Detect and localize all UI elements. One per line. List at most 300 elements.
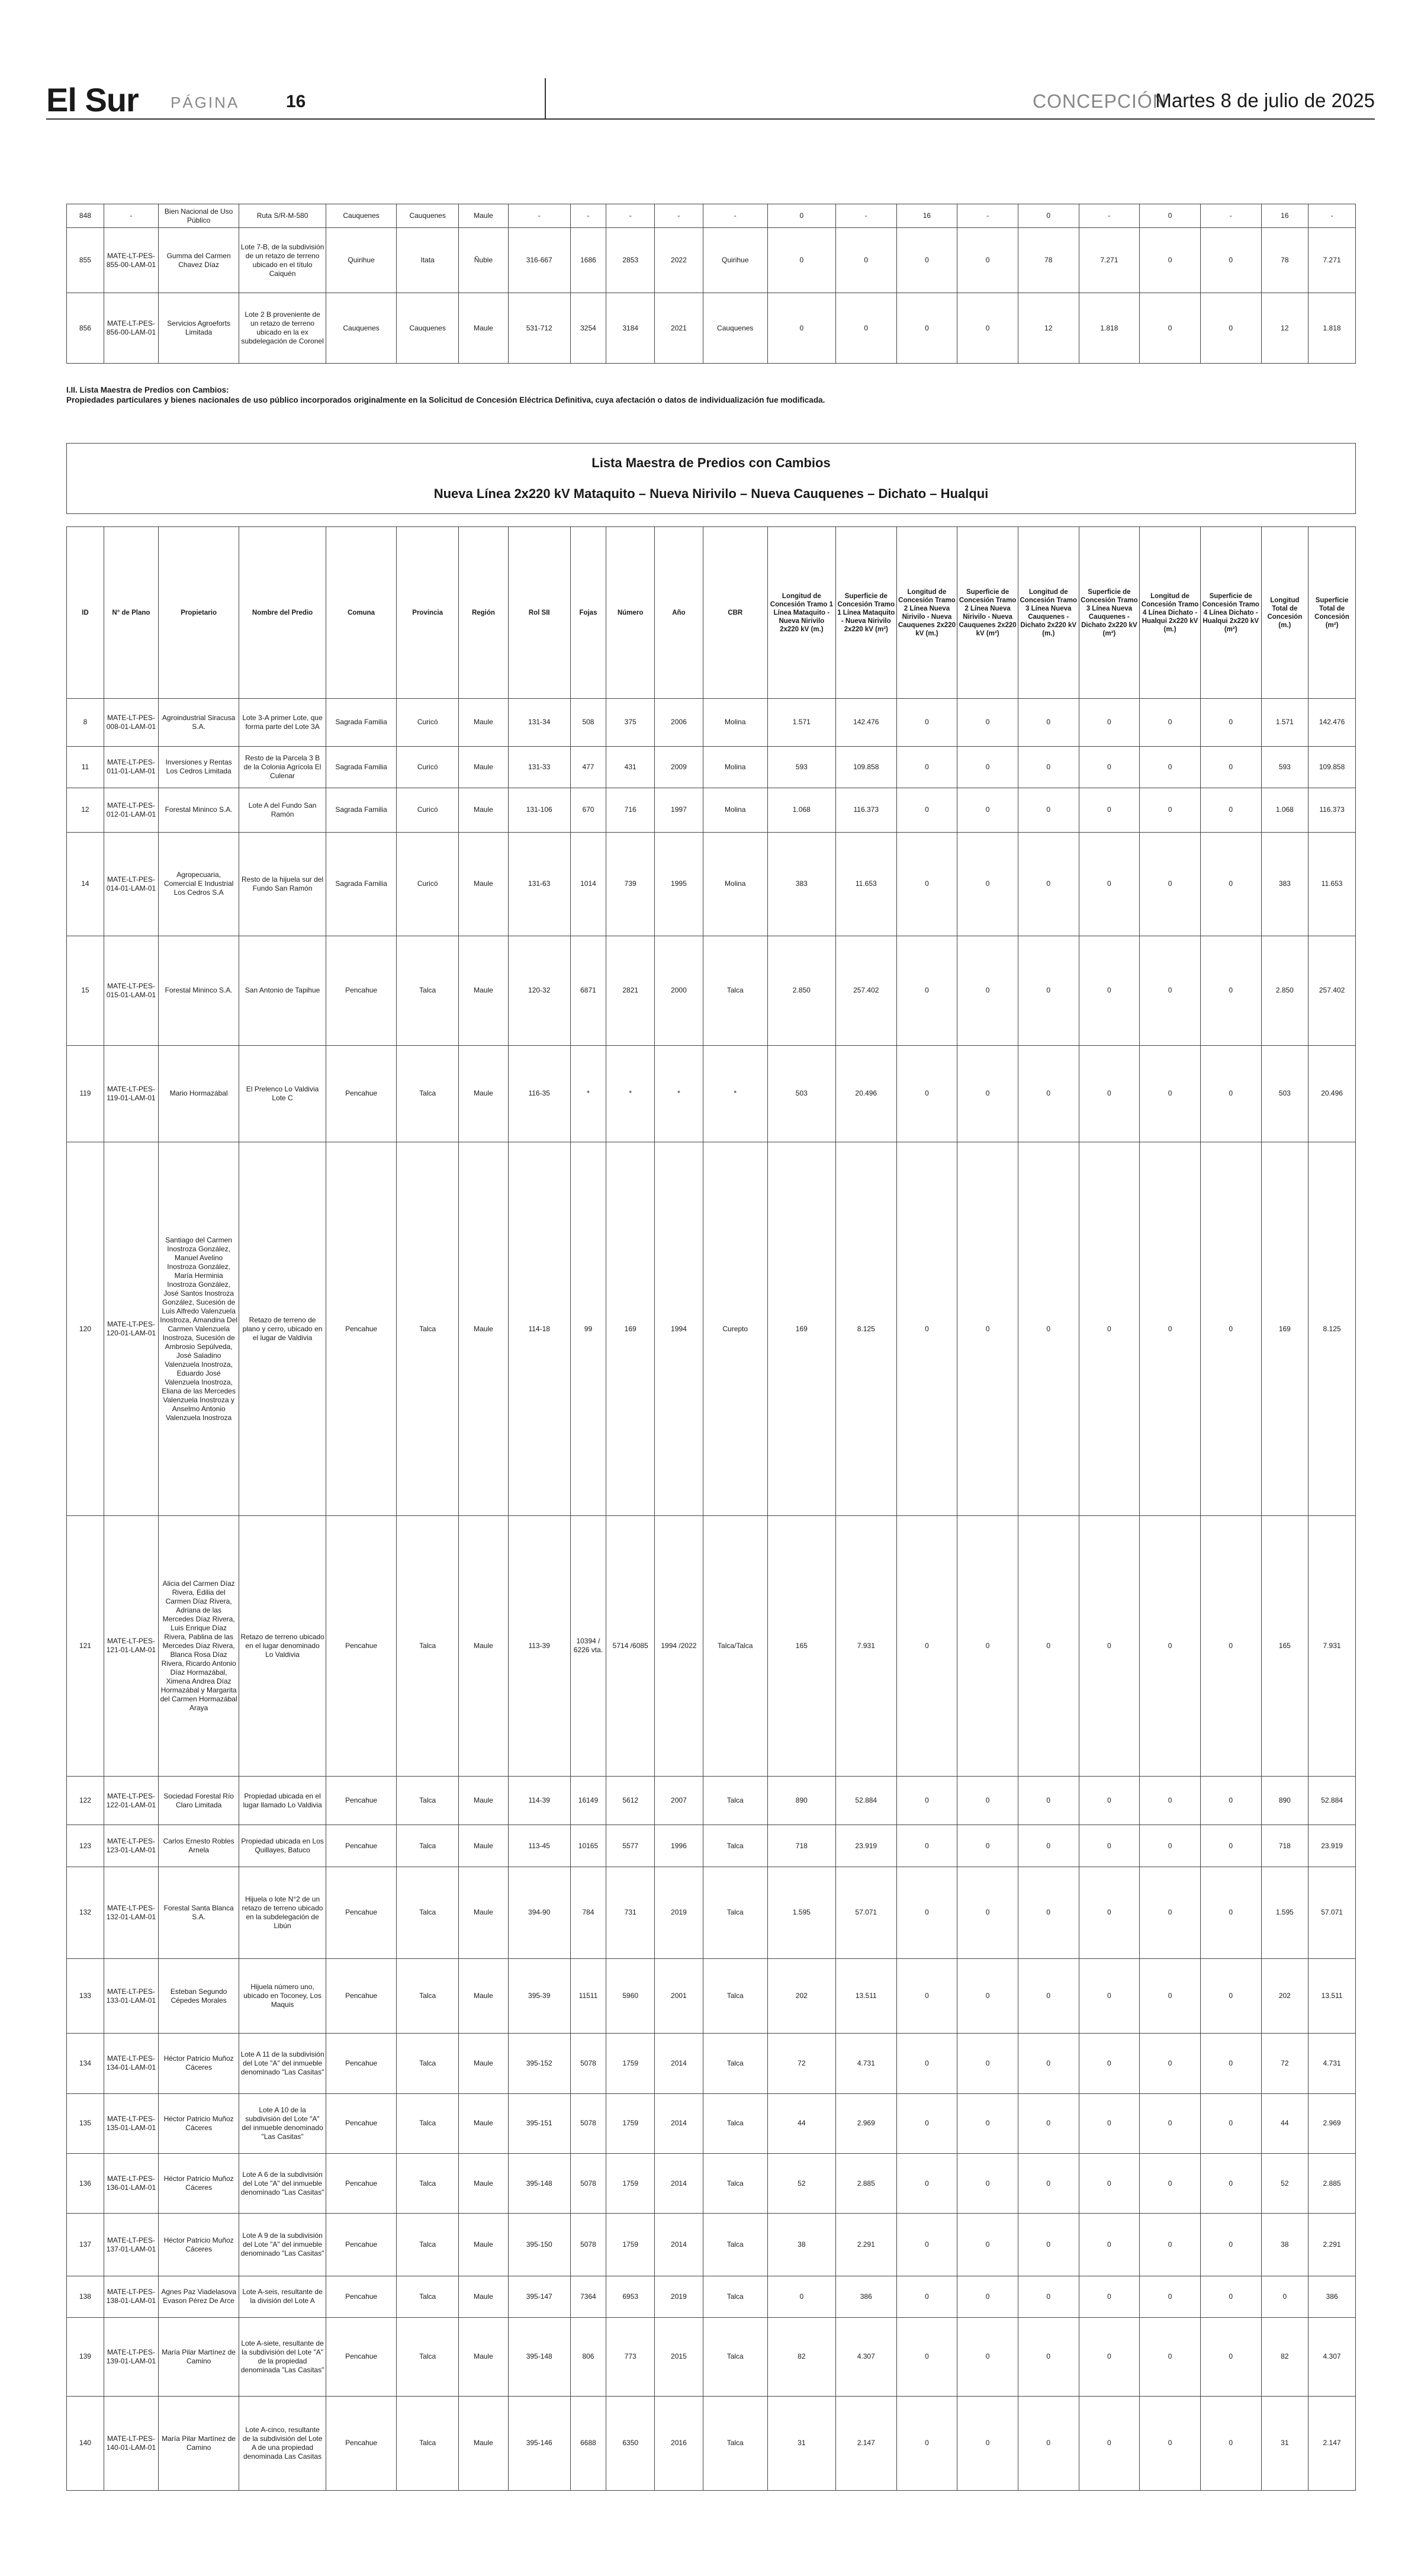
table-cell: 0 — [1079, 746, 1140, 788]
table-cell: Pencahue — [326, 2093, 396, 2153]
table-cell: 0 — [896, 2214, 957, 2276]
table-cell: - — [104, 204, 158, 228]
table-cell: 0 — [957, 293, 1018, 364]
table-cell: 138 — [67, 2276, 104, 2317]
table-cell: 0 — [1079, 2214, 1140, 2276]
table-cell: 0 — [896, 832, 957, 936]
table-cell: 0 — [1079, 1958, 1140, 2033]
table-cell: 0 — [896, 699, 957, 747]
table-cell: 6350 — [606, 2396, 655, 2490]
table-cell: 431 — [606, 746, 655, 788]
table-cell: 11.653 — [1309, 832, 1356, 936]
table-cell: Pencahue — [326, 936, 396, 1045]
table-cell: 0 — [1140, 2318, 1201, 2396]
table-cell: 394-90 — [508, 1867, 570, 1958]
table-cell: 0 — [835, 293, 896, 364]
table-cell: Quirihue — [703, 228, 767, 293]
table-cell: 0 — [957, 788, 1018, 832]
table-cell: Maule — [459, 2153, 509, 2213]
table-cell: 0 — [767, 228, 835, 293]
table-cell: Héctor Patricio Muñoz Cáceres — [159, 2153, 239, 2213]
table-cell: 0 — [1079, 1516, 1140, 1777]
table-cell: 0 — [1200, 2318, 1261, 2396]
table-cell: 0 — [1140, 1045, 1201, 1142]
table-cell: 38 — [1261, 2214, 1309, 2276]
table-cell: 0 — [1140, 746, 1201, 788]
table-cell: 11511 — [570, 1958, 606, 2033]
table-cell: 2014 — [655, 2214, 703, 2276]
column-header: Superficie de Concesión Tramo 3 Línea Nueva Cauquenes - Dichato 2x220 kV (m²) — [1079, 527, 1140, 699]
table-cell: Lote A-seis, resultante de la división del Lote A — [239, 2276, 326, 2317]
table-cell: 0 — [957, 2034, 1018, 2093]
table-cell: 0 — [896, 2153, 957, 2213]
table-cell: Pencahue — [326, 2276, 396, 2317]
table-cell: 131-63 — [508, 832, 570, 936]
table-cell: María Pilar Martínez de Camino — [159, 2318, 239, 2396]
table-cell: Gumma del Carmen Chavez Díaz — [159, 228, 239, 293]
newspaper-name: El Sur — [46, 81, 139, 118]
section-note — [66, 385, 825, 405]
table-cell: 202 — [767, 1958, 835, 2033]
table-cell: 0 — [957, 936, 1018, 1045]
table-cell: Ruta S/R-M-580 — [239, 204, 326, 228]
table-cell: 109.858 — [835, 746, 896, 788]
header-row — [67, 527, 1356, 699]
table-cell: 113-39 — [508, 1516, 570, 1777]
table-cell: 0 — [957, 2396, 1018, 2490]
table-cell: Ñuble — [459, 228, 509, 293]
table-cell: 316-667 — [508, 228, 570, 293]
table-cell: 20.496 — [1309, 1045, 1356, 1142]
table-cell: Talca — [703, 2214, 767, 2276]
table-cell: 2000 — [655, 936, 703, 1045]
table-cell: 169 — [1261, 1142, 1309, 1515]
table-cell: 10165 — [570, 1825, 606, 1867]
table-cell: 10394 / 6226 vta. — [570, 1516, 606, 1777]
table-cell: 2.291 — [1309, 2214, 1356, 2276]
table-cell: - — [606, 204, 655, 228]
table-cell: 0 — [1140, 1867, 1201, 1958]
table-cell: 2014 — [655, 2034, 703, 2093]
table-cell: 121 — [67, 1516, 104, 1777]
table-cell: El Prelenco Lo Valdivia Lote C — [239, 1045, 326, 1142]
table-cell: Maule — [459, 1958, 509, 2033]
table-cell: 2.885 — [1309, 2153, 1356, 2213]
table-cell: 395-150 — [508, 2214, 570, 2276]
table-cell: 13.511 — [835, 1958, 896, 2033]
table-cell: Maule — [459, 293, 509, 364]
table-cell: 0 — [1200, 1776, 1261, 1825]
table-row — [67, 2276, 1356, 2317]
table-cell: 16 — [896, 204, 957, 228]
table-row — [67, 293, 1356, 364]
table-cell: 0 — [1200, 2153, 1261, 2213]
column-header: Superficie de Concesión Tramo 2 Línea Nueva Nirivilo - Nueva Cauquenes 2x220 kV (m²) — [957, 527, 1018, 699]
table-row — [67, 228, 1356, 293]
table-cell: 257.402 — [835, 936, 896, 1045]
table-cell: 0 — [1200, 293, 1261, 364]
table-cell: 2019 — [655, 1867, 703, 1958]
table-cell: 0 — [957, 832, 1018, 936]
table-cell: Maule — [459, 832, 509, 936]
table-cell: 0 — [767, 293, 835, 364]
table-cell: 0 — [1018, 2396, 1079, 2490]
table-cell: 2021 — [655, 293, 703, 364]
table-cell: 0 — [1079, 1867, 1140, 1958]
table-cell: 0 — [1018, 699, 1079, 747]
table-cell: 0 — [1079, 2276, 1140, 2317]
table-cell: 113-45 — [508, 1825, 570, 1867]
table-cell: 16 — [1261, 204, 1309, 228]
table-cell: MATE-LT-PES-855-00-LAM-01 — [104, 228, 158, 293]
table-cell: 116.373 — [835, 788, 896, 832]
table-cell: 739 — [606, 832, 655, 936]
table-cell: 890 — [767, 1776, 835, 1825]
table-row — [67, 2153, 1356, 2213]
table-cell: 0 — [957, 699, 1018, 747]
table-cell: 8 — [67, 699, 104, 747]
table-cell: Retazo de terreno ubicado en el lugar denominado Lo Valdivia — [239, 1516, 326, 1777]
table-cell: 7.271 — [1079, 228, 1140, 293]
table-cell: 169 — [767, 1142, 835, 1515]
table-cell: 0 — [957, 1958, 1018, 2033]
table-cell: 7.931 — [835, 1516, 896, 1777]
table-cell: 142.476 — [1309, 699, 1356, 747]
issue-date: Martes 8 de julio de 2025 — [1155, 89, 1375, 111]
table-cell: Cauquenes — [326, 204, 396, 228]
table-cell: - — [655, 204, 703, 228]
table-cell: 3254 — [570, 293, 606, 364]
table-cell: 12 — [1018, 293, 1079, 364]
table-cell: 1.068 — [1261, 788, 1309, 832]
table-cell: Talca — [703, 2318, 767, 2396]
table-cell: 202 — [1261, 1958, 1309, 2033]
table-cell: 670 — [570, 788, 606, 832]
table-cell: 165 — [767, 1516, 835, 1777]
table-cell: Maule — [459, 2034, 509, 2093]
table-cell: Maule — [459, 2093, 509, 2153]
table-cell: 5960 — [606, 1958, 655, 2033]
table-cell: 52 — [1261, 2153, 1309, 2213]
masthead — [46, 82, 1375, 118]
table-cell: Lote A-siete, resultante de la subdivisión del Lote "A" de la propiedad denominada "Las Casitas" — [239, 2318, 326, 2396]
table-cell: 0 — [1200, 1142, 1261, 1515]
table-cell: Sagrada Familia — [326, 832, 396, 936]
table-cell: Maule — [459, 788, 509, 832]
table-cell: 0 — [1200, 936, 1261, 1045]
table-cell: 142.476 — [835, 699, 896, 747]
table-cell: 0 — [1140, 2034, 1201, 2093]
table-cell: 383 — [767, 832, 835, 936]
table-cell: 1996 — [655, 1825, 703, 1867]
table-cell: 0 — [957, 228, 1018, 293]
table-cell: 716 — [606, 788, 655, 832]
table-cell: María Pilar Martínez de Camino — [159, 2396, 239, 2490]
table-cell: Cauquenes — [326, 293, 396, 364]
table-cell: Molina — [703, 746, 767, 788]
table-cell: 0 — [896, 1776, 957, 1825]
table-cell: 31 — [767, 2396, 835, 2490]
table-cell: 2.850 — [767, 936, 835, 1045]
table-cell: 13.511 — [1309, 1958, 1356, 2033]
table-cell: Curepto — [703, 1142, 767, 1515]
table-cell: 2015 — [655, 2318, 703, 2396]
table-row — [67, 1142, 1356, 1515]
table-cell: Talca — [397, 2396, 459, 2490]
column-header: Superficie Total de Concesión (m²) — [1309, 527, 1356, 699]
table-cell: 4.307 — [835, 2318, 896, 2396]
table-cell: 395-148 — [508, 2318, 570, 2396]
table-cell: 1.818 — [1079, 293, 1140, 364]
table-cell: Talca — [397, 2214, 459, 2276]
table-cell: 2.147 — [1309, 2396, 1356, 2490]
table-cell: 395-39 — [508, 1958, 570, 2033]
table-cell: Carlos Ernesto Robles Arnela — [159, 1825, 239, 1867]
table-cell: 375 — [606, 699, 655, 747]
table-cell: MATE-LT-PES-011-01-LAM-01 — [104, 746, 158, 788]
table-cell: Lote A 6 de la subdivisión del Lote "A" del inmueble denominado "Las Casitas" — [239, 2153, 326, 2213]
table-cell: Santiago del Carmen Inostroza González, Manuel Avelino Inostroza González, María Herminia Inostroza González, José Santos Inostroza González, Sucesión de Luis Alfredo Valenzuela Inostroza, Amandina Del Carmen Valenzuela Inostroza, Sucesión de Ambrosio Sepúlveda, José Saladino Valenzuela Inostroza, Eduardo José Valenzuela Inostroza, Eliana de las Mercedes Valenzuela Inostroza y Anselmo Antonio Valenzuela Inostroza — [159, 1142, 239, 1515]
section-note-heading: I.II. Lista Maestra de Predios con Cambios: — [66, 386, 229, 394]
column-header: Año — [655, 527, 703, 699]
column-header: Comuna — [326, 527, 396, 699]
table-row — [67, 832, 1356, 936]
table-cell: 2001 — [655, 1958, 703, 2033]
table-cell: Talca — [703, 2276, 767, 2317]
table-cell: 0 — [1140, 1776, 1201, 1825]
table-cell: 383 — [1261, 832, 1309, 936]
table-cell: 2821 — [606, 936, 655, 1045]
table-cell: Maule — [459, 1867, 509, 1958]
table-cell: 0 — [896, 2396, 957, 2490]
table-cell: 169 — [606, 1142, 655, 1515]
table-cell: 0 — [1140, 1516, 1201, 1777]
table-cell: Lote A 11 de la subdivisión del Lote "A" del inmueble denominado "Las Casitas" — [239, 2034, 326, 2093]
table-cell: 0 — [1140, 293, 1201, 364]
table-cell: Resto de la Parcela 3 B de la Colonia Agrícola El Culenar — [239, 746, 326, 788]
table-cell: Talca — [703, 1867, 767, 1958]
table-cell: Sagrada Familia — [326, 746, 396, 788]
table-cell: 1.068 — [767, 788, 835, 832]
table-cell: * — [703, 1045, 767, 1142]
table-cell: 8.125 — [835, 1142, 896, 1515]
table-cell: 2.969 — [835, 2093, 896, 2153]
table-cell: 0 — [1079, 832, 1140, 936]
table-cell: Curicó — [397, 746, 459, 788]
table-cell: 1759 — [606, 2034, 655, 2093]
table-cell: 848 — [67, 204, 104, 228]
table-row — [67, 1867, 1356, 1958]
table-cell: Pencahue — [326, 1958, 396, 2033]
table-cell: MATE-LT-PES-014-01-LAM-01 — [104, 832, 158, 936]
table-cell: 0 — [1079, 699, 1140, 747]
table-cell: 0 — [957, 2153, 1018, 2213]
table-cell: Lote A 10 de la subdivisión del Lote "A" del inmueble denominado "Las Casitas" — [239, 2093, 326, 2153]
table-cell: Pencahue — [326, 1045, 396, 1142]
column-header: Nombre del Predio — [239, 527, 326, 699]
table-cell: Talca — [397, 1516, 459, 1777]
table-cell: 0 — [1018, 204, 1079, 228]
table-cell: 395-152 — [508, 2034, 570, 2093]
table-cell: 1759 — [606, 2214, 655, 2276]
column-header: Provincia — [397, 527, 459, 699]
table-row — [67, 2034, 1356, 2093]
table-row — [67, 788, 1356, 832]
table-cell: 0 — [1200, 699, 1261, 747]
table-cell: Cauquenes — [397, 293, 459, 364]
table-cell: 0 — [896, 228, 957, 293]
table-cell: 0 — [957, 1825, 1018, 1867]
table-cell: Talca — [703, 2093, 767, 2153]
table-cell: * — [570, 1045, 606, 1142]
table-cell: 114-18 — [508, 1142, 570, 1515]
table-cell: 0 — [1140, 204, 1201, 228]
table-cell: 7364 — [570, 2276, 606, 2317]
table-cell: 11 — [67, 746, 104, 788]
table-cell: Maule — [459, 204, 509, 228]
table-cell: 0 — [1140, 832, 1201, 936]
table-cell: Maule — [459, 1142, 509, 1515]
table-cell: Curicó — [397, 788, 459, 832]
column-header: Longitud Total de Concesión (m.) — [1261, 527, 1309, 699]
table-cell: 0 — [1140, 1958, 1201, 2033]
table-cell: Talca — [703, 2396, 767, 2490]
table-cell: Héctor Patricio Muñoz Cáceres — [159, 2034, 239, 2093]
table-cell: 0 — [1079, 1776, 1140, 1825]
table-cell: Héctor Patricio Muñoz Cáceres — [159, 2214, 239, 2276]
table-row — [67, 936, 1356, 1045]
table-cell: 0 — [1018, 2318, 1079, 2396]
table-title-box — [66, 443, 1356, 514]
table-cell: 15 — [67, 936, 104, 1045]
table-cell: 386 — [1309, 2276, 1356, 2317]
column-header: Superficie de Concesión Tramo 1 Línea Mataquito - Nueva Nirivilo 2x220 kV (m²) — [835, 527, 896, 699]
table-cell: 0 — [957, 1776, 1018, 1825]
table-cell: 0 — [1200, 1825, 1261, 1867]
table-cell: 5078 — [570, 2093, 606, 2153]
table-cell: 0 — [1200, 1516, 1261, 1777]
table-cell: Resto de la hijuela sur del Fundo San Ramón — [239, 832, 326, 936]
table-cell: 2016 — [655, 2396, 703, 2490]
table-cell: 4.731 — [1309, 2034, 1356, 2093]
table-cell: 508 — [570, 699, 606, 747]
table-cell: 2853 — [606, 228, 655, 293]
table-cell: 0 — [957, 2093, 1018, 2153]
table-cell: 99 — [570, 1142, 606, 1515]
table-cell: 131-34 — [508, 699, 570, 747]
table-cell: 0 — [1018, 832, 1079, 936]
table-cell: Forestal Mininco S.A. — [159, 936, 239, 1045]
table-cell: * — [606, 1045, 655, 1142]
column-header: Superficie de Concesión Tramo 4 Línea Dichato - Hualqui 2x220 kV (m²) — [1200, 527, 1261, 699]
table-cell: 0 — [1140, 2093, 1201, 2153]
table-cell: Pencahue — [326, 2034, 396, 2093]
table-cell: 0 — [1018, 746, 1079, 788]
table-cell: 0 — [767, 204, 835, 228]
section-name: CONCEPCIÓN — [1033, 91, 1167, 112]
table-cell: 0 — [1079, 1825, 1140, 1867]
table-cell: Quirihue — [326, 228, 396, 293]
table-cell: Sagrada Familia — [326, 699, 396, 747]
table-cell: Talca — [397, 1045, 459, 1142]
table-cell: Retazo de terreno de plano y cerro, ubicado en el lugar de Valdivia — [239, 1142, 326, 1515]
table-cell: 0 — [1079, 2093, 1140, 2153]
table-cell: 57.071 — [1309, 1867, 1356, 1958]
table-cell: 0 — [1200, 1867, 1261, 1958]
table-cell: 0 — [1018, 2214, 1079, 2276]
table-cell: Maule — [459, 1776, 509, 1825]
table-cell: 0 — [1079, 1045, 1140, 1142]
table-cell: Maule — [459, 936, 509, 1045]
table-cell: 131-106 — [508, 788, 570, 832]
column-header: Número — [606, 527, 655, 699]
table-cell: Sagrada Familia — [326, 788, 396, 832]
table-cell: Talca — [397, 1825, 459, 1867]
table-cell: 0 — [1018, 1867, 1079, 1958]
table-row — [67, 1825, 1356, 1867]
table-cell: Héctor Patricio Muñoz Cáceres — [159, 2093, 239, 2153]
table-cell: MATE-LT-PES-015-01-LAM-01 — [104, 936, 158, 1045]
table-cell: 134 — [67, 2034, 104, 2093]
table-cell: Maule — [459, 746, 509, 788]
table-cell: Propiedad ubicada en el lugar llamado Lo Valdivia — [239, 1776, 326, 1825]
masthead-divider — [545, 78, 546, 120]
table-cell: Talca — [703, 1776, 767, 1825]
table-cell: 82 — [767, 2318, 835, 2396]
table-cell: 0 — [896, 746, 957, 788]
table-cell: San Antonio de Tapihue — [239, 936, 326, 1045]
table-cell: 11.653 — [835, 832, 896, 936]
table-cell: MATE-LT-PES-012-01-LAM-01 — [104, 788, 158, 832]
table-cell: 2.969 — [1309, 2093, 1356, 2153]
table-cell: Curicó — [397, 699, 459, 747]
table-cell: 2.147 — [835, 2396, 896, 2490]
table-cell: 0 — [896, 293, 957, 364]
table-cell: 20.496 — [835, 1045, 896, 1142]
table-cell: Talca/Talca — [703, 1516, 767, 1777]
previous-table-continuation — [66, 204, 1356, 364]
table-cell: 136 — [67, 2153, 104, 2213]
column-header: Longitud de Concesión Tramo 2 Línea Nueva Nirivilo - Nueva Cauquenes 2x220 kV (m.) — [896, 527, 957, 699]
table-cell: 2007 — [655, 1776, 703, 1825]
table-cell: 5078 — [570, 2153, 606, 2213]
table-cell: Talca — [397, 936, 459, 1045]
table-cell: 0 — [957, 1142, 1018, 1515]
table-cell: 0 — [1018, 1958, 1079, 2033]
table-cell: 395-148 — [508, 2153, 570, 2213]
table-cell: 82 — [1261, 2318, 1309, 2396]
table-cell: Talca — [703, 2034, 767, 2093]
table-cell: 8.125 — [1309, 1142, 1356, 1515]
column-header: Longitud de Concesión Tramo 1 Línea Mataquito - Nueva Nirivilo 2x220 kV (m.) — [767, 527, 835, 699]
table-cell: 78 — [1018, 228, 1079, 293]
table-cell: Molina — [703, 788, 767, 832]
table-cell: Lote A-cinco, resultante de la subdivisión del Lote A de una propiedad denominada Las Casitas — [239, 2396, 326, 2490]
table-cell: 0 — [896, 1516, 957, 1777]
table-cell: Pencahue — [326, 2153, 396, 2213]
column-header: N° de Plano — [104, 527, 158, 699]
table-cell: Talca — [397, 2153, 459, 2213]
table-cell: 4.731 — [835, 2034, 896, 2093]
table-cell: 137 — [67, 2214, 104, 2276]
table-cell: 0 — [1018, 788, 1079, 832]
table-cell: 0 — [1079, 2153, 1140, 2213]
table-cell: 114-39 — [508, 1776, 570, 1825]
master-property-table — [66, 526, 1356, 2491]
table-cell: Maule — [459, 1045, 509, 1142]
table-cell: Itata — [397, 228, 459, 293]
table-cell: 0 — [1200, 832, 1261, 936]
